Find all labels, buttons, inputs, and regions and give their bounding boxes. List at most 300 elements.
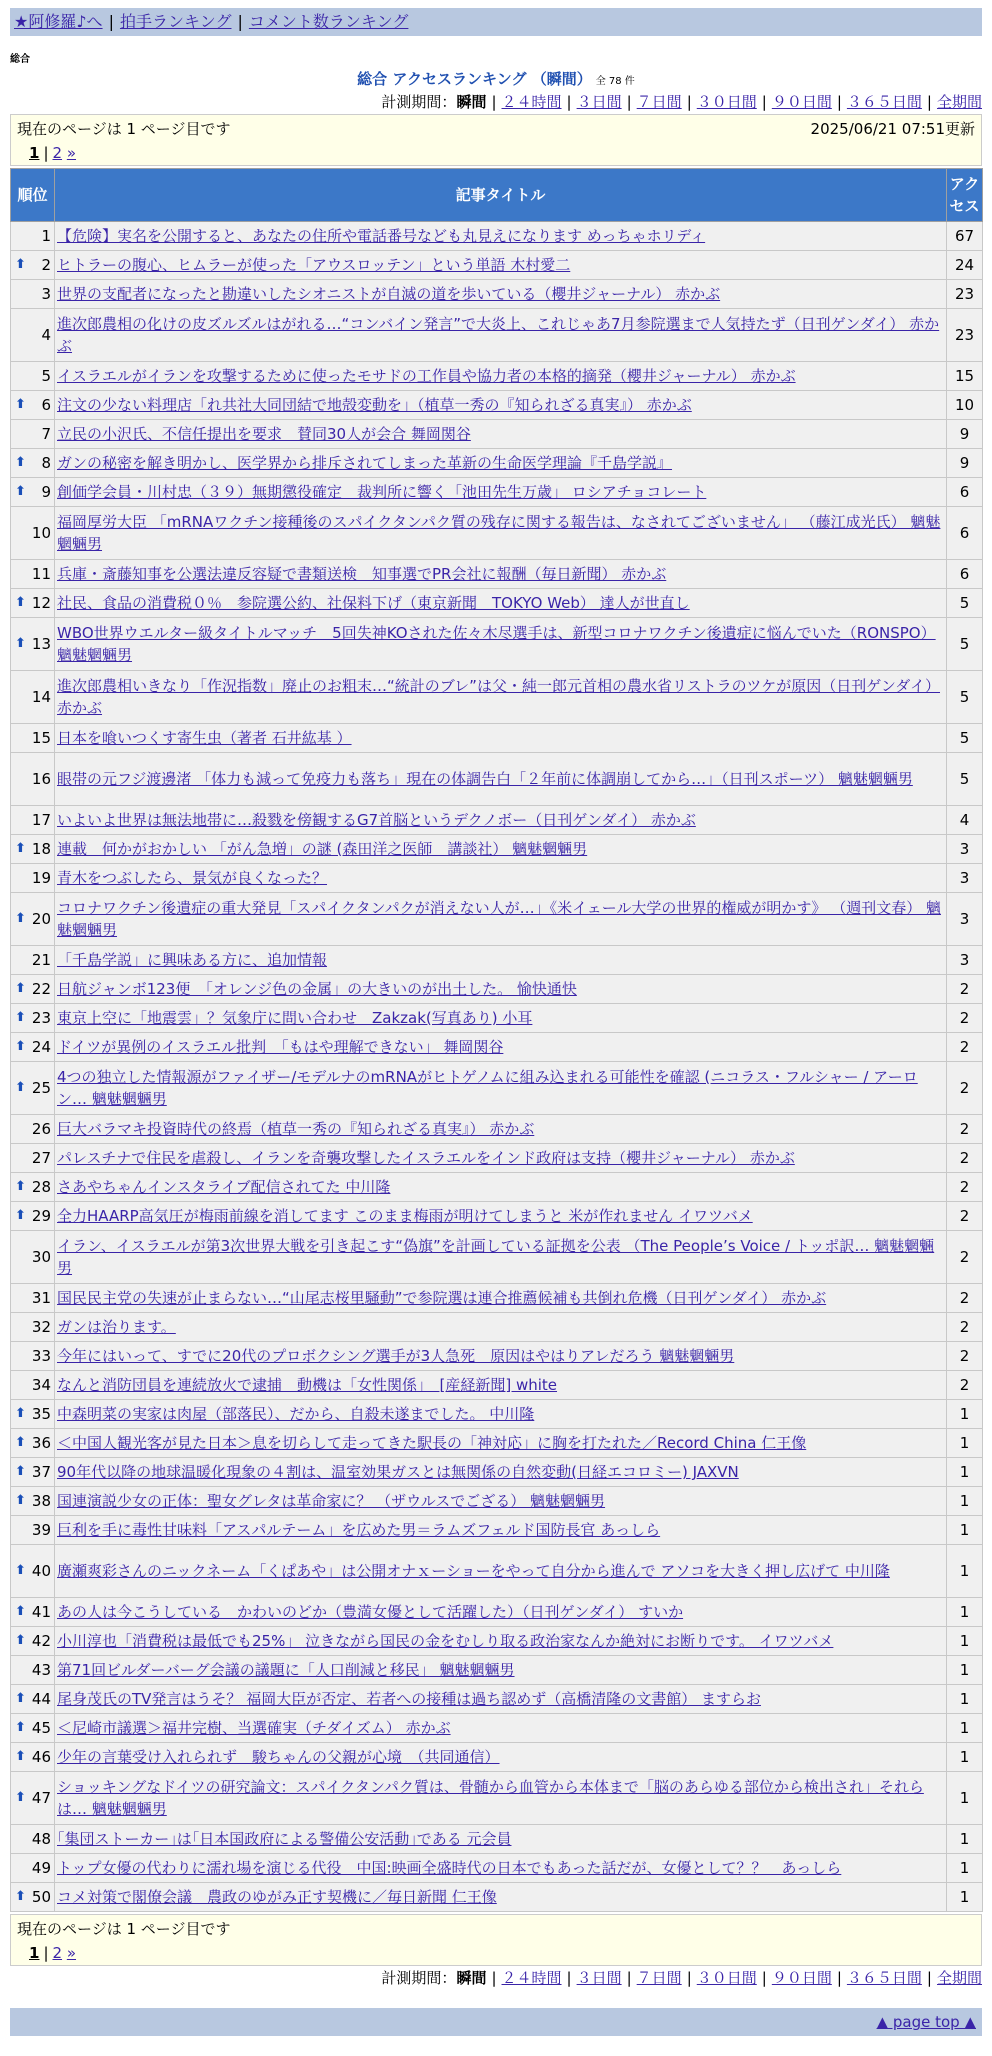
rank-number: 30	[31, 1248, 51, 1266]
rank-number: 5	[41, 367, 51, 385]
page-status: 現在のページは 1 ページ目です	[17, 120, 231, 138]
rank-cell	[11, 1284, 55, 1313]
rank-cell	[11, 1429, 55, 1458]
rank-cell	[11, 1714, 55, 1743]
title-cell	[55, 835, 947, 864]
pagination-box-top: 現在のページは 1 ページ目です 2025/06/21 07:51更新 1 | 2 »	[10, 114, 982, 166]
period-label: 計測期間：	[381, 1969, 457, 1987]
title-cell	[55, 1144, 947, 1173]
col-access-header: アクセス	[947, 169, 983, 222]
title-cell	[55, 1371, 947, 1400]
period-option-link[interactable]: ３６５日間	[846, 93, 922, 111]
article-link[interactable]: 世界の支配者になったと勘違いしたシオニストが自滅の道を歩いている（櫻井ジャーナル） 赤かぶ	[57, 285, 721, 303]
table-row	[11, 806, 983, 835]
article-link[interactable]: ガンは治ります。	[57, 1318, 176, 1336]
rank-number: 48	[31, 1830, 51, 1848]
rank-cell	[11, 1115, 55, 1144]
period-option-link[interactable]: ２４時間	[501, 1969, 562, 1987]
article-link[interactable]: ＜中国人観光客が見た日本＞息を切らして走ってきた駅長の「神対応」に胸を打たれた／Record China 仁王像	[57, 1434, 807, 1452]
rank-up-arrow-icon: ⬆	[15, 455, 26, 470]
rank-up-arrow-icon: ⬆	[15, 1604, 26, 1619]
article-link[interactable]: 廣瀬爽彩さんのニックネーム「くぱあや」は公開オナｘーショーをやって自分から進んで アソコを大きく押し広げて 中川隆	[57, 1562, 890, 1580]
title-cell	[55, 1062, 947, 1115]
access-count: 1	[947, 1883, 983, 1912]
table-row	[11, 1004, 983, 1033]
title-cell	[55, 618, 947, 671]
table-row	[11, 478, 983, 507]
rank-cell	[11, 1458, 55, 1487]
article-link[interactable]: 小川淳也「消費税は最低でも25%」 泣きながら国民の金をむしり取る政治家なんか絶対にお断りです。 イワツバメ	[57, 1632, 834, 1650]
access-count: 5	[947, 618, 983, 671]
updated-timestamp: 2025/06/21 07:51更新	[810, 120, 975, 138]
article-link[interactable]: ｢集団ストーカー｣は｢日本国政府による警備公安活動｣である 元会員	[57, 1830, 512, 1848]
table-row	[11, 864, 983, 893]
access-count: 9	[947, 449, 983, 478]
title-cell	[55, 1825, 947, 1854]
comment-ranking-link[interactable]: コメント数ランキング	[248, 12, 409, 31]
rank-cell	[11, 975, 55, 1004]
article-link[interactable]: 巨利を手に毒性甘味料「アスパルテーム」を広めた男＝ラムズフェルド国防長官 あっしら	[57, 1521, 661, 1539]
rank-cell	[11, 560, 55, 589]
rank-number: 7	[41, 425, 51, 443]
article-link[interactable]: イラン、イスラエルが第3次世界大戦を引き起こす“偽旗”を計画している証拠を公表 （The People’s Voice / トッポ訳… 魑魅魍魎男	[57, 1237, 935, 1277]
title-cell	[55, 420, 947, 449]
article-link[interactable]: 日本を喰いつくす寄生虫（著者 石井紘基 ）	[57, 729, 352, 747]
page-2-link[interactable]: 2	[52, 144, 63, 162]
rank-number: 25	[31, 1079, 51, 1097]
article-link[interactable]: 進次郎農相いきなり「作況指数」廃止のお粗末…“統計のブレ”は父・純一郎元首相の農水省リストラのツケが原因（日刊ゲンダイ） 赤かぶ	[57, 677, 940, 717]
title-cell	[55, 1516, 947, 1545]
period-option-link[interactable]: ３０日間	[696, 93, 757, 111]
rank-number: 45	[31, 1719, 51, 1737]
table-row	[11, 391, 983, 420]
access-count: 3	[947, 864, 983, 893]
col-rank-header: 順位	[11, 169, 55, 222]
page-top-link[interactable]: ▲ page top ▲	[876, 2013, 976, 2031]
table-row	[11, 1202, 983, 1231]
rank-number: 32	[31, 1318, 51, 1336]
rank-cell	[11, 1400, 55, 1429]
article-link[interactable]: 少年の言葉受け入れられず 駿ちゃんの父親が心境 （共同通信）	[57, 1748, 500, 1766]
article-link[interactable]: 国連演説少女の正体：聖女グレタは革命家に？ （ザウルスでござる） 魑魅魍魎男	[57, 1492, 606, 1510]
article-link[interactable]: パレスチナで住民を虐殺し、イランを奇襲攻撃したイスラエルをインド政府は支持（櫻井ジャーナル） 赤かぶ	[57, 1149, 795, 1167]
article-link[interactable]: ＜尼崎市議選＞福井完樹、当選確実（チダイズム） 赤かぶ	[57, 1719, 451, 1737]
category-label: 総合	[10, 54, 30, 65]
title-cell	[55, 1284, 947, 1313]
page-current: 1	[29, 1944, 40, 1962]
article-link[interactable]: イスラエルがイランを攻撃するために使ったモサドの工作員や協力者の本格的摘発（櫻井ジャーナル） 赤かぶ	[57, 367, 796, 385]
page-2-link[interactable]: 2	[52, 1944, 63, 1962]
title-cell	[55, 251, 947, 280]
table-row	[11, 618, 983, 671]
article-link[interactable]: 第71回ビルダーバーグ会議の議題に「人口削減と移民」 魑魅魍魎男	[57, 1661, 515, 1679]
article-link[interactable]: 国民民主党の失速が止まらない…“山尾志桜里騒動”で参院選は連合推薦候補も共倒れ危機（日刊ゲンダイ） 赤かぶ	[57, 1289, 827, 1307]
rank-up-arrow-icon: ⬆	[15, 1039, 26, 1054]
access-count: 6	[947, 507, 983, 560]
period-option-link[interactable]: ９０日間	[771, 93, 832, 111]
rank-number: 43	[31, 1661, 51, 1679]
period-selector-bottom	[10, 1966, 982, 1990]
access-count: 2	[947, 1202, 983, 1231]
article-link[interactable]: 「千島学説」に興味ある方に、追加情報	[57, 951, 328, 969]
rank-number: 20	[31, 910, 51, 928]
access-count: 2	[947, 1004, 983, 1033]
access-count: 3	[947, 946, 983, 975]
rank-up-arrow-icon: ⬆	[15, 1406, 26, 1421]
table-row	[11, 1173, 983, 1202]
period-option-link[interactable]: ７日間	[636, 93, 682, 111]
rank-number: 12	[31, 594, 51, 612]
table-row	[11, 507, 983, 560]
nav-separator: |	[237, 12, 243, 31]
period-separator: |	[566, 1969, 572, 1987]
rank-cell	[11, 618, 55, 671]
access-count: 2	[947, 1144, 983, 1173]
rank-cell	[11, 1313, 55, 1342]
access-count: 2	[947, 1173, 983, 1202]
access-count: 1	[947, 1656, 983, 1685]
title-cell	[55, 1714, 947, 1743]
rank-number: 13	[31, 635, 51, 653]
access-count: 24	[947, 251, 983, 280]
rank-number: 6	[41, 396, 51, 414]
ranking-title: 総合 アクセスランキング （瞬間）	[357, 70, 592, 88]
period-option-link[interactable]: ３日間	[576, 93, 622, 111]
rank-up-arrow-icon: ⬆	[15, 1720, 26, 1735]
top-nav-bar	[10, 8, 982, 36]
rank-up-arrow-icon: ⬆	[15, 257, 26, 272]
rank-cell	[11, 753, 55, 806]
title-cell	[55, 507, 947, 560]
ranking-table	[10, 168, 983, 1912]
article-link[interactable]: 兵庫・斎藤知事を公選法違反容疑で書類送検 知事選でPR会社に報酬（毎日新聞） 赤かぶ	[57, 565, 667, 583]
page	[10, 8, 982, 2036]
table-row	[11, 1371, 983, 1400]
table-row	[11, 1400, 983, 1429]
rank-number: 17	[31, 811, 51, 829]
rank-number: 19	[31, 869, 51, 887]
rank-cell	[11, 1883, 55, 1912]
article-link[interactable]: あの人は今こうしている かわいのどか（豊満女優として活躍した）（日刊ゲンダイ） すいか	[57, 1603, 684, 1621]
period-separator: |	[686, 93, 692, 111]
article-link[interactable]: 今年にはいって、すでに20代のプロボクシング選手が3人急死 原因はやはりアレだろう 魑魅魍魎男	[57, 1347, 735, 1365]
rank-number: 18	[31, 840, 51, 858]
rank-cell	[11, 309, 55, 362]
period-separator: |	[836, 1969, 842, 1987]
period-separator: |	[926, 93, 932, 111]
table-row	[11, 1033, 983, 1062]
period-separator: |	[566, 93, 572, 111]
period-separator: |	[761, 1969, 767, 1987]
access-count: 1	[947, 1743, 983, 1772]
title-cell	[55, 391, 947, 420]
rank-cell	[11, 420, 55, 449]
rank-cell	[11, 893, 55, 946]
access-count: 1	[947, 1487, 983, 1516]
access-count: 3	[947, 893, 983, 946]
rank-cell	[11, 1202, 55, 1231]
title-cell	[55, 724, 947, 753]
rank-number: 40	[31, 1562, 51, 1580]
title-cell	[55, 753, 947, 806]
rank-number: 1	[41, 227, 51, 245]
rank-number: 26	[31, 1120, 51, 1138]
rank-cell	[11, 1743, 55, 1772]
rank-cell	[11, 806, 55, 835]
title-cell	[55, 222, 947, 251]
period-separator: |	[836, 93, 842, 111]
period-option-link[interactable]: ３日間	[576, 1969, 622, 1987]
rank-cell	[11, 1371, 55, 1400]
title-cell	[55, 946, 947, 975]
access-count: 3	[947, 835, 983, 864]
rank-up-arrow-icon: ⬆	[15, 1563, 26, 1578]
rank-up-arrow-icon: ⬆	[15, 484, 26, 499]
table-row	[11, 1743, 983, 1772]
rank-cell	[11, 507, 55, 560]
access-count: 1	[947, 1825, 983, 1854]
rank-cell	[11, 864, 55, 893]
access-count: 10	[947, 391, 983, 420]
table-row	[11, 1284, 983, 1313]
access-count: 5	[947, 753, 983, 806]
table-row	[11, 1062, 983, 1115]
page-next-link[interactable]: »	[66, 144, 77, 162]
article-link[interactable]: コロナワクチン後遺症の重大発見「スパイクタンパクが消えない人が…」《米イェール大学の世界的権威が明かす》 （週刊文春） 魑魅魍魎男	[57, 899, 941, 939]
table-row	[11, 724, 983, 753]
access-count: 1	[947, 1545, 983, 1598]
table-row	[11, 1656, 983, 1685]
rank-cell	[11, 478, 55, 507]
period-option-link[interactable]: 全期間	[936, 1969, 982, 1987]
table-row	[11, 362, 983, 391]
rank-number: 14	[31, 688, 51, 706]
rank-number: 39	[31, 1521, 51, 1539]
total-count: 全 78 件	[595, 76, 635, 87]
article-link[interactable]: 進次郎農相の化けの皮ズルズルはがれる…“コンバイン発言”で大炎上、これじゃあ7月参院選まで人気持たず（日刊ゲンダイ） 赤かぶ	[57, 315, 940, 355]
period-separator: |	[686, 1969, 692, 1987]
table-row	[11, 222, 983, 251]
access-count: 4	[947, 806, 983, 835]
title-cell	[55, 1173, 947, 1202]
period-option-link[interactable]: ３６５日間	[846, 1969, 922, 1987]
access-count: 1	[947, 1627, 983, 1656]
table-row	[11, 1313, 983, 1342]
title-cell	[55, 1854, 947, 1883]
article-link[interactable]: 眼帯の元フジ渡邊渚 「体力も減って免疫力も落ち」現在の体調告白「２年前に体調崩してから…」（日刊スポーツ） 魑魅魍魎男	[57, 770, 913, 788]
rank-number: 47	[31, 1789, 51, 1807]
article-link[interactable]: 青木をつぶしたら、景気が良くなった？	[57, 869, 328, 887]
access-count: 2	[947, 1313, 983, 1342]
access-count: 1	[947, 1714, 983, 1743]
access-count: 2	[947, 1284, 983, 1313]
rank-up-arrow-icon: ⬆	[15, 1493, 26, 1508]
table-row	[11, 946, 983, 975]
article-link[interactable]: 尾身茂氏のTV発言はうそ？ 福岡大臣が否定、若者への接種は過ち認めず（高橋清隆の文書館） ますらお	[57, 1690, 761, 1708]
title-cell	[55, 1598, 947, 1627]
rank-number: 23	[31, 1009, 51, 1027]
article-link[interactable]: なんと消防団員を連続放火で逮捕 動機は「女性関係」 [産経新聞] white	[57, 1376, 558, 1394]
rank-number: 2	[41, 256, 51, 274]
title-cell	[55, 1115, 947, 1144]
article-link[interactable]: ショッキングなドイツの研究論文：スパイクタンパク質は、骨髄から血管から本体まで「脳のあらゆる部位から検出され」それらは… 魑魅魍魎男	[57, 1778, 924, 1818]
rank-cell	[11, 280, 55, 309]
access-count: 2	[947, 1115, 983, 1144]
rank-number: 46	[31, 1748, 51, 1766]
access-count: 6	[947, 560, 983, 589]
table-row	[11, 1545, 983, 1598]
rank-up-arrow-icon: ⬆	[15, 1010, 26, 1025]
page-current: 1	[29, 144, 40, 162]
article-link[interactable]: 90年代以降の地球温暖化現象の４割は、温室効果ガスとは無関係の自然変動(日経エコロミー) JAXVN	[57, 1463, 739, 1481]
table-row	[11, 589, 983, 618]
rank-cell	[11, 1545, 55, 1598]
rank-cell	[11, 1685, 55, 1714]
article-link[interactable]: 東京上空に「地震雲」？気象庁に問い合わせ Zakzak(写真あり) 小耳	[57, 1009, 533, 1027]
table-row	[11, 1516, 983, 1545]
period-separator: |	[626, 93, 632, 111]
rank-number: 15	[31, 729, 51, 747]
article-link[interactable]: 福岡厚労大臣 「mRNAワクチン接種後のスパイクタンパク質の残存に関する報告は、なされてございません」 （藤江成光氏） 魑魅魍魎男	[57, 513, 941, 553]
period-current: 瞬間	[456, 1969, 487, 1987]
article-link[interactable]: トップ女優の代わりに濡れ場を演じる代役 中国:映画全盛時代の日本でもあった話だが、女優として？？ あっしら	[57, 1859, 842, 1877]
table-row	[11, 1598, 983, 1627]
access-count: 9	[947, 420, 983, 449]
access-count: 23	[947, 280, 983, 309]
table-row	[11, 1429, 983, 1458]
period-option-link[interactable]: ２４時間	[501, 93, 562, 111]
title-cell	[55, 478, 947, 507]
rank-up-arrow-icon: ⬆	[15, 1208, 26, 1223]
title-cell	[55, 864, 947, 893]
period-separator: |	[626, 1969, 632, 1987]
period-option-link[interactable]: ７日間	[636, 1969, 682, 1987]
rank-number: 34	[31, 1376, 51, 1394]
article-link[interactable]: ヒトラーの腹心、ヒムラーが使った「アウスロッテン」という単語 木村愛二	[57, 256, 571, 274]
rank-cell	[11, 1656, 55, 1685]
article-link[interactable]: 全力HAARP高気圧が梅雨前線を消してます このまま梅雨が明けてしまうと 米が作れません イワツバメ	[57, 1207, 753, 1225]
period-separator: |	[761, 93, 767, 111]
page-next-link[interactable]: »	[66, 1944, 77, 1962]
article-link[interactable]: 社民、食品の消費税０％ 参院選公約、社保料下げ（東京新聞 TOKYO Web） 達人が世直し	[57, 594, 690, 612]
rank-cell	[11, 946, 55, 975]
rank-number: 50	[31, 1888, 51, 1906]
article-link[interactable]: いよいよ世界は無法地帯に…殺戮を傍観するG7首脳というデクノボー（日刊ゲンダイ） 赤かぶ	[57, 811, 696, 829]
access-count: 2	[947, 1371, 983, 1400]
table-row	[11, 1825, 983, 1854]
ranking-heading	[10, 68, 982, 90]
rank-up-arrow-icon: ⬆	[15, 1749, 26, 1764]
article-link[interactable]: さあやちゃんインスタライブ配信されてた 中川隆	[57, 1178, 391, 1196]
article-link[interactable]: 4つの独立した情報源がファイザー/モデルナのmRNAがヒトゲノムに組み込まれる可能性を確認 (ニコラス・フルシャー / アーロン… 魑魅魍魎男	[57, 1068, 918, 1108]
rank-cell	[11, 362, 55, 391]
rank-cell	[11, 1004, 55, 1033]
table-row	[11, 1714, 983, 1743]
access-count: 1	[947, 1429, 983, 1458]
table-row	[11, 1342, 983, 1371]
article-link[interactable]: WBO世界ウエルター級タイトルマッチ 5回失神KOされた佐々木尽選手は、新型コロナワクチン後遺症に悩んでいた（RONSPO） 魑魅魍魎男	[57, 624, 936, 664]
rank-cell	[11, 724, 55, 753]
rank-number: 44	[31, 1690, 51, 1708]
article-link[interactable]: 日航ジャンボ123便 「オレンジ色の金属」の大きいのが出土した。 愉快通快	[57, 980, 577, 998]
table-row	[11, 280, 983, 309]
article-link[interactable]: 巨大バラマキ投資時代の終焉（植草一秀の『知られざる真実』） 赤かぶ	[57, 1120, 535, 1138]
access-count: 5	[947, 671, 983, 724]
period-option-link[interactable]: ３０日間	[696, 1969, 757, 1987]
table-row	[11, 753, 983, 806]
period-option-link[interactable]: 全期間	[936, 93, 982, 111]
title-cell	[55, 1743, 947, 1772]
title-cell	[55, 1004, 947, 1033]
title-cell	[55, 975, 947, 1004]
rank-number: 42	[31, 1632, 51, 1650]
title-cell	[55, 1202, 947, 1231]
access-count: 1	[947, 1400, 983, 1429]
rank-cell	[11, 222, 55, 251]
title-cell	[55, 893, 947, 946]
access-count: 1	[947, 1598, 983, 1627]
rank-number: 9	[41, 483, 51, 501]
rank-cell	[11, 1854, 55, 1883]
article-link[interactable]: 【危険】実名を公開すると、あなたの住所や電話番号なども丸見えになります めっちゃホリディ	[57, 227, 706, 245]
period-separator: |	[491, 1969, 497, 1987]
article-link[interactable]: 立民の小沢氏、不信任提出を要求 賛同30人が会合 舞岡関谷	[57, 425, 471, 443]
article-link[interactable]: 連載 何かがおかしい 「がん急増」の謎 (森田洋之医師 講談社） 魑魅魍魎男	[57, 840, 588, 858]
table-row	[11, 835, 983, 864]
rank-cell	[11, 391, 55, 420]
rank-up-arrow-icon: ⬆	[15, 841, 26, 856]
rank-cell	[11, 251, 55, 280]
title-cell	[55, 560, 947, 589]
article-link[interactable]: 創価学会員・川村忠（３９）無期懲役確定 裁判所に響く「池田先生万歳」 ロシアチョコレート	[57, 483, 707, 501]
rank-number: 37	[31, 1463, 51, 1481]
rank-cell	[11, 1627, 55, 1656]
table-row	[11, 1883, 983, 1912]
title-cell	[55, 362, 947, 391]
title-cell	[55, 671, 947, 724]
article-link[interactable]: コメ対策で閣僚会議 農政のゆがみ正す契機に／毎日新聞 仁王像	[57, 1888, 497, 1906]
rank-cell	[11, 1033, 55, 1062]
title-cell	[55, 1342, 947, 1371]
title-cell	[55, 1313, 947, 1342]
clap-ranking-link[interactable]: 拍手ランキング	[119, 12, 232, 31]
rank-up-arrow-icon: ⬆	[15, 397, 26, 412]
article-link[interactable]: 注文の少ない料理店「れ共社大同団結で地殻変動を」（植草一秀の『知られざる真実』） 赤かぶ	[57, 396, 692, 414]
access-count: 1	[947, 1458, 983, 1487]
home-link[interactable]: ★阿修羅♪へ	[14, 12, 103, 31]
rank-cell	[11, 835, 55, 864]
table-row	[11, 309, 983, 362]
table-row	[11, 449, 983, 478]
rank-number: 22	[31, 980, 51, 998]
rank-cell	[11, 1772, 55, 1825]
table-row	[11, 893, 983, 946]
rank-up-arrow-icon: ⬆	[15, 1889, 26, 1904]
period-current: 瞬間	[456, 93, 487, 111]
access-count: 2	[947, 1033, 983, 1062]
rank-cell	[11, 1173, 55, 1202]
article-link[interactable]: ガンの秘密を解き明かし、医学界から排斥されてしまった革新の生命医学理論『千島学説』	[57, 454, 673, 472]
access-count: 2	[947, 1062, 983, 1115]
article-link[interactable]: ドイツが異例のイスラエル批判 「もはや理解できない」 舞岡関谷	[57, 1038, 504, 1056]
rank-up-arrow-icon: ⬆	[15, 981, 26, 996]
article-link[interactable]: 中森明菜の実家は肉屋（部落民）、だから、自殺未遂までした。 中川隆	[57, 1405, 535, 1423]
rank-cell	[11, 449, 55, 478]
rank-up-arrow-icon: ⬆	[15, 636, 26, 651]
rank-up-arrow-icon: ⬆	[15, 1080, 26, 1095]
rank-number: 29	[31, 1207, 51, 1225]
period-option-link[interactable]: ９０日間	[771, 1969, 832, 1987]
